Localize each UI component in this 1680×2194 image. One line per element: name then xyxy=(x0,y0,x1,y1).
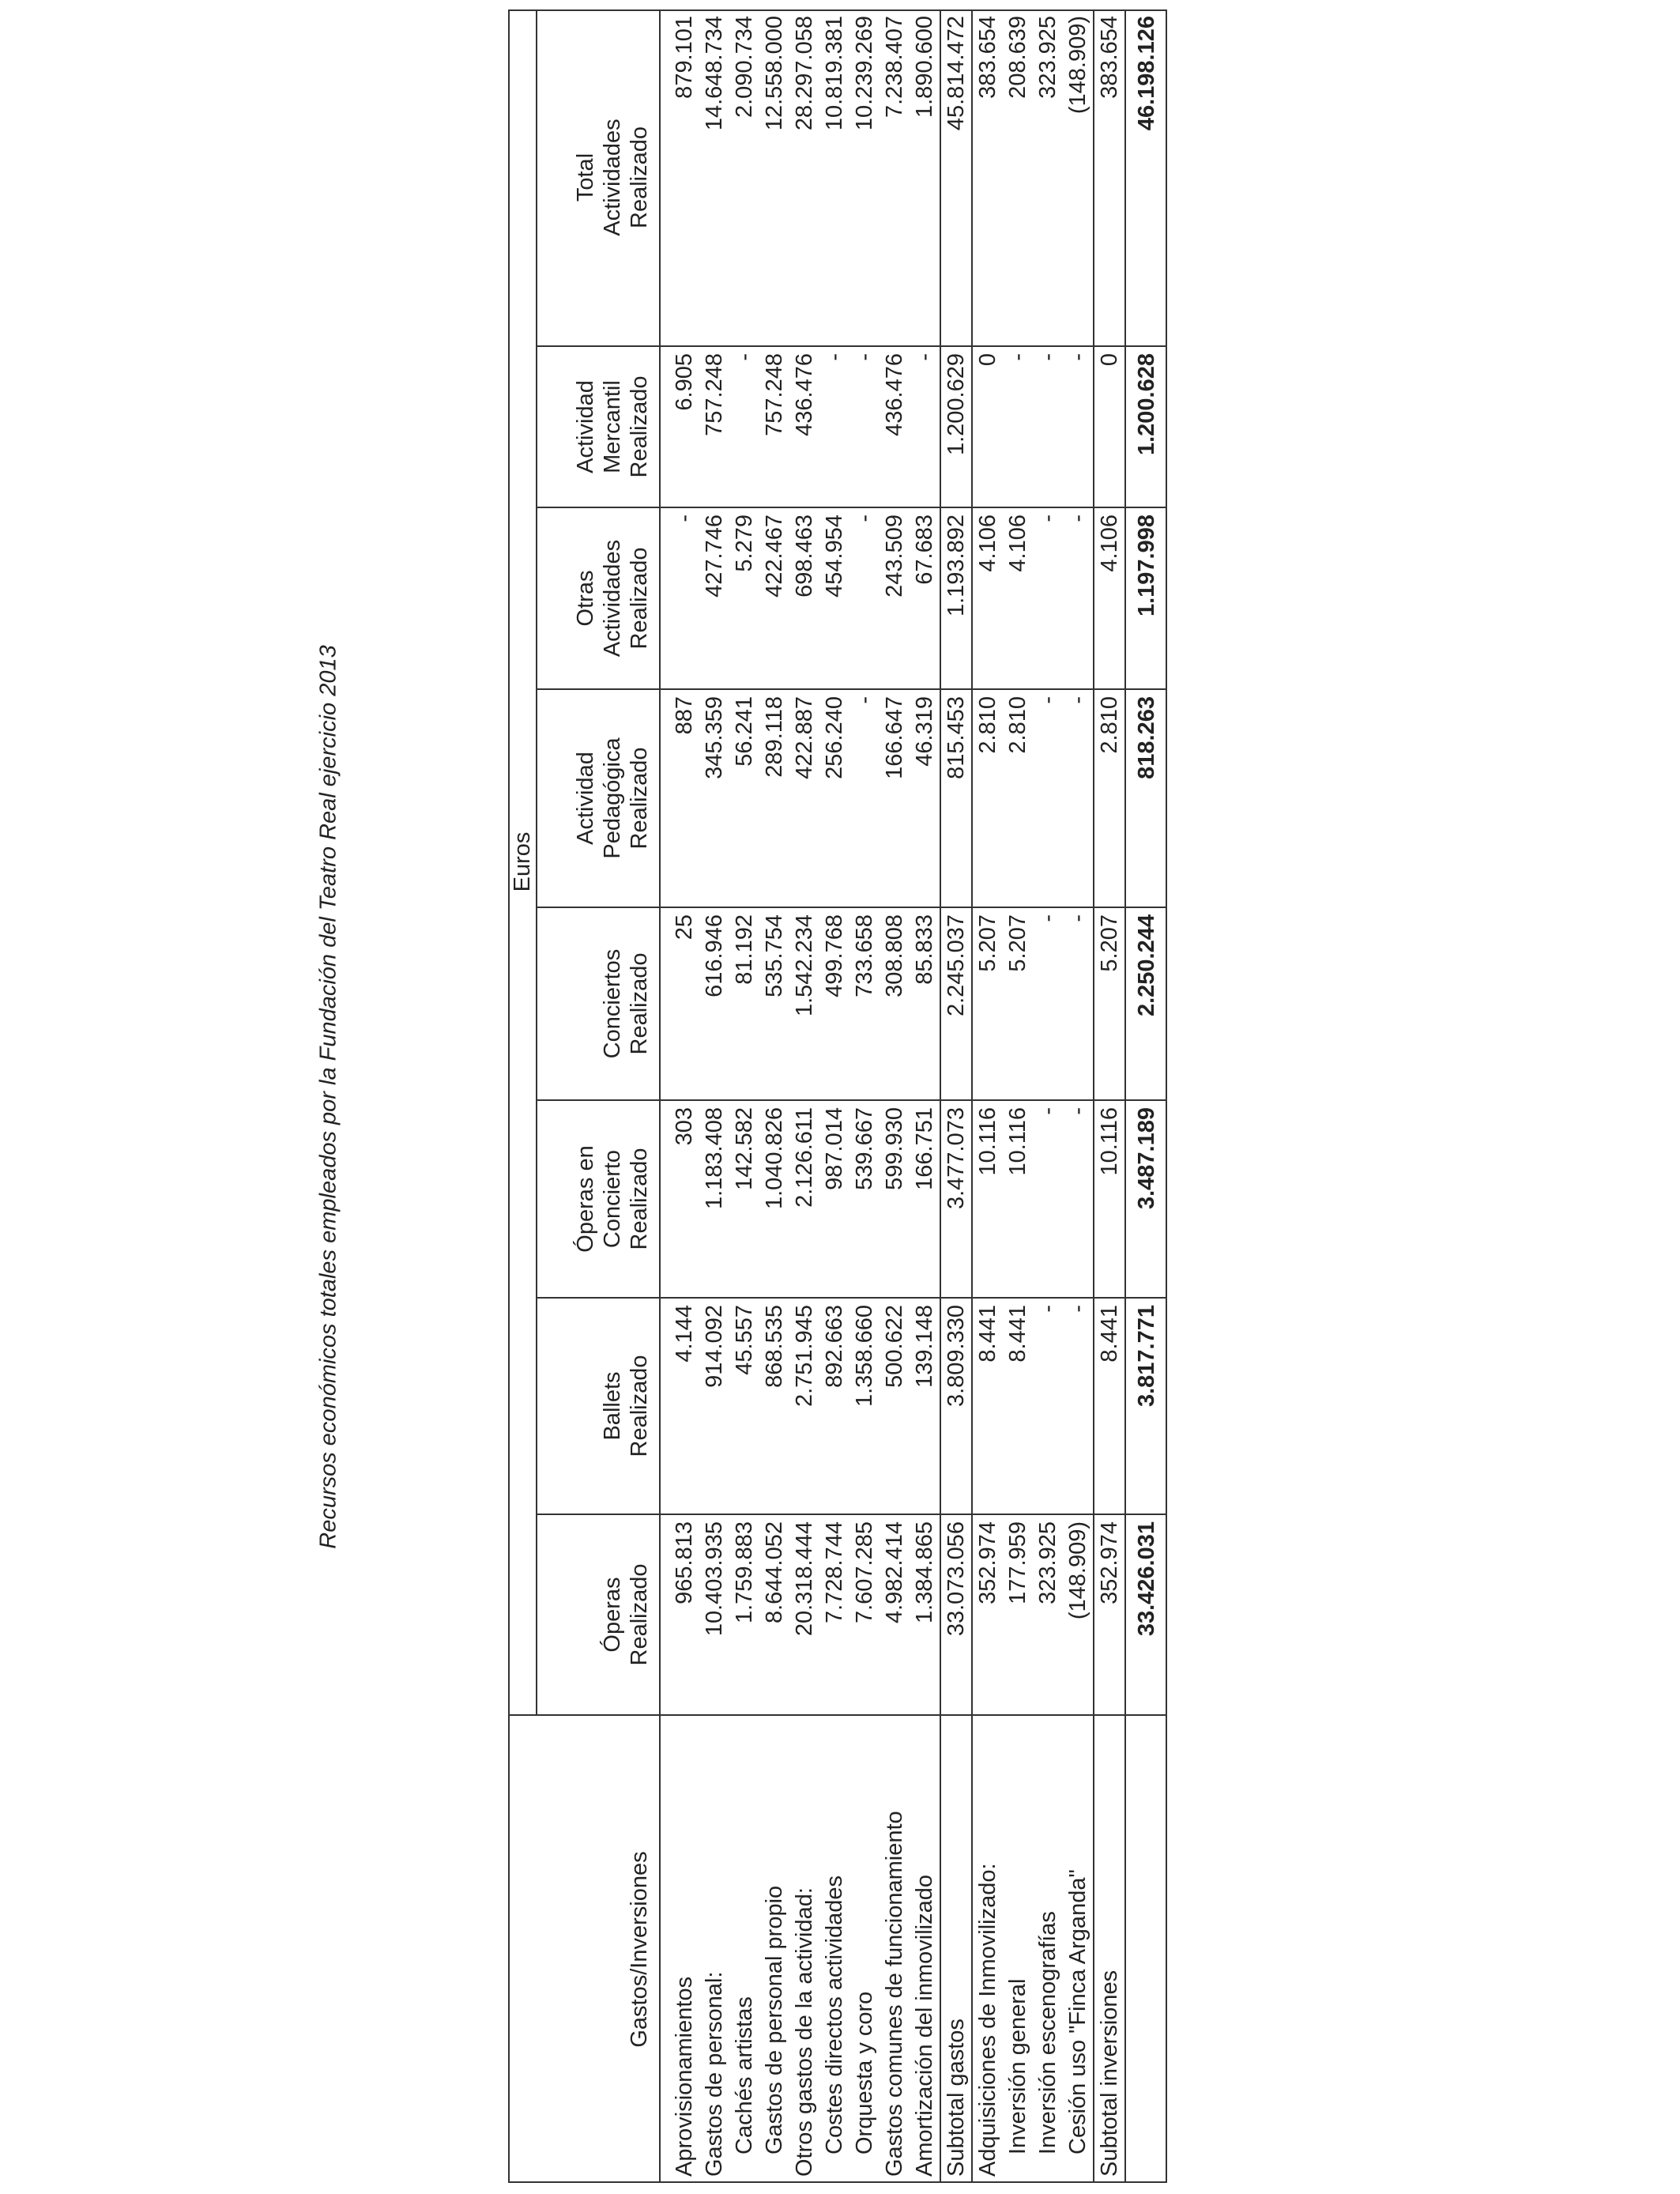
column-header-line: Mercantil xyxy=(600,380,625,473)
table-cell: 85.833 xyxy=(910,907,940,1100)
table-cell: 757.248 xyxy=(699,346,729,507)
table-cell: - xyxy=(1033,907,1063,1100)
table-row xyxy=(1033,9,1063,2183)
table-cell: 308.808 xyxy=(880,907,910,1100)
table-cell: - xyxy=(1033,689,1063,907)
table-cell: 166.751 xyxy=(910,1100,940,1298)
table-cell: - xyxy=(1033,1100,1063,1298)
column-header-line: Realizado xyxy=(627,375,652,478)
table-cell: 4.106 xyxy=(1094,507,1125,689)
table-row xyxy=(940,9,972,2183)
table-cell: 1.200.628 xyxy=(1125,346,1167,507)
table-cell: 0 xyxy=(1094,346,1125,507)
table-cell: 1.759.883 xyxy=(729,1514,759,1715)
table-cell: 10.239.269 xyxy=(849,9,880,346)
table-cell: 7.238.407 xyxy=(880,9,910,346)
table-row xyxy=(849,9,880,2183)
table-cell: 14.648.734 xyxy=(699,9,729,346)
table-cell: 1.890.600 xyxy=(910,9,940,346)
column-header-line: Óperas en xyxy=(573,1145,598,1253)
row-label: Gastos de personal propio xyxy=(761,1885,787,2154)
table-cell: 2.126.611 xyxy=(789,1100,819,1298)
table-cell: 1.384.865 xyxy=(910,1514,940,1715)
table-cell: 383.654 xyxy=(972,9,1003,346)
table-cell: - xyxy=(1063,1100,1094,1298)
table-cell: 0 xyxy=(972,346,1003,507)
table-cell: 4.144 xyxy=(660,1298,699,1514)
column-header-line: Realizado xyxy=(627,547,652,650)
row-label: Cachés artistas xyxy=(732,1996,758,2154)
table-cell: 5.207 xyxy=(1003,907,1033,1100)
table-cell: 8.441 xyxy=(972,1298,1003,1514)
table-cell: - xyxy=(660,507,699,689)
table-cell: - xyxy=(910,346,940,507)
table-cell: - xyxy=(729,346,759,507)
table-row xyxy=(729,9,759,2183)
table-cell: 815.453 xyxy=(940,689,972,907)
table-cell: 56.241 xyxy=(729,689,759,907)
table-cell: 8.441 xyxy=(1003,1298,1033,1514)
table-row xyxy=(972,9,1003,2183)
row-label: Amortización del inmovilizado xyxy=(911,1875,937,2177)
table-cell: 879.101 xyxy=(660,9,699,346)
table-cell: 454.954 xyxy=(819,507,849,689)
table-cell: 10.116 xyxy=(1094,1100,1125,1298)
table-cell: 698.463 xyxy=(789,507,819,689)
column-header-line: Actividades xyxy=(600,539,625,658)
table-cell: 142.582 xyxy=(729,1100,759,1298)
table-cell: 45.557 xyxy=(729,1298,759,1514)
row-label: Cesión uso "Finca Arganda" xyxy=(1064,1869,1090,2154)
table-cell: (148.909) xyxy=(1063,9,1094,346)
table-cell: 1.183.408 xyxy=(699,1100,729,1298)
table-cell: 4.106 xyxy=(972,507,1003,689)
table-cell: 33.426.031 xyxy=(1125,1514,1167,1715)
table-cell: - xyxy=(819,346,849,507)
table-row xyxy=(759,9,789,2183)
table-cell: 2.250.244 xyxy=(1125,907,1167,1100)
table-cell: 599.930 xyxy=(880,1100,910,1298)
table-cell: 323.925 xyxy=(1033,9,1063,346)
table-cell: 8.644.052 xyxy=(759,1514,789,1715)
table-cell: 1.040.826 xyxy=(759,1100,789,1298)
column-header-line: Ballets xyxy=(600,1371,625,1441)
column-header xyxy=(537,9,660,346)
table-cell: 46.198.126 xyxy=(1125,9,1167,346)
table-row xyxy=(1003,9,1033,2183)
table-cell: - xyxy=(849,507,880,689)
table-cell: 383.654 xyxy=(1094,9,1125,346)
table-cell: 616.946 xyxy=(699,907,729,1100)
table-cell: - xyxy=(849,346,880,507)
row-label: Aprovisionamientos xyxy=(671,1976,697,2177)
table-cell: 10.116 xyxy=(972,1100,1003,1298)
table-cell: 289.118 xyxy=(759,689,789,907)
table-cell: 256.240 xyxy=(819,689,849,907)
table-cell: 1.358.660 xyxy=(849,1298,880,1514)
row-header: Gastos/Inversiones xyxy=(508,1715,660,2183)
table-cell: - xyxy=(1033,1298,1063,1514)
row-label: Otros gastos de la actividad: xyxy=(791,1887,817,2177)
table-cell: 3.817.771 xyxy=(1125,1298,1167,1514)
table-cell: 8.441 xyxy=(1094,1298,1125,1514)
table-cell: 1.542.234 xyxy=(789,907,819,1100)
column-header xyxy=(537,346,660,507)
column-header-line: Actividad xyxy=(573,380,598,473)
table-cell: - xyxy=(1063,689,1094,907)
table-cell: 25 xyxy=(660,907,699,1100)
column-header xyxy=(537,907,660,1100)
table-cell: 345.359 xyxy=(699,689,729,907)
table-row xyxy=(1094,9,1125,2183)
column-header-line: Óperas xyxy=(600,1577,625,1653)
column-header xyxy=(537,689,660,907)
column-header-line: Otras xyxy=(573,570,598,627)
table-cell: 914.092 xyxy=(699,1298,729,1514)
table-cell: - xyxy=(1063,1298,1094,1514)
table-cell: 208.639 xyxy=(1003,9,1033,346)
table-cell: 6.905 xyxy=(660,346,699,507)
column-header-line: Conciertos xyxy=(600,948,625,1059)
table-cell: 892.663 xyxy=(819,1298,849,1514)
table-cell: 987.014 xyxy=(819,1100,849,1298)
table-cell: - xyxy=(1063,346,1094,507)
column-header-line: Actividad xyxy=(573,752,598,845)
table-cell: 45.814.472 xyxy=(940,9,972,346)
table-cell: 5.207 xyxy=(972,907,1003,1100)
row-label xyxy=(1125,1715,1167,2183)
table-cell: - xyxy=(849,689,880,907)
table-cell: 7.728.744 xyxy=(819,1514,849,1715)
table-cell: 1.200.629 xyxy=(940,346,972,507)
table-cell: 436.476 xyxy=(789,346,819,507)
table-cell: 46.319 xyxy=(910,689,940,907)
table-cell: - xyxy=(1063,507,1094,689)
column-header-line: Realizado xyxy=(627,747,652,850)
table-cell: 1.197.998 xyxy=(1125,507,1167,689)
table-cell: 352.974 xyxy=(972,1514,1003,1715)
table-cell: 427.746 xyxy=(699,507,729,689)
table-cell: 2.810 xyxy=(972,689,1003,907)
table-cell: 303 xyxy=(660,1100,699,1298)
row-label: Gastos comunes de funcionamiento xyxy=(881,1811,907,2177)
euros-header: Euros xyxy=(508,9,537,1715)
table-cell: 323.925 xyxy=(1033,1514,1063,1715)
row-label: Inversión general xyxy=(1004,1978,1030,2154)
table-cell: 7.607.285 xyxy=(849,1514,880,1715)
resources-table-container xyxy=(508,9,1167,2183)
table-cell: - xyxy=(1063,907,1094,1100)
resources-table xyxy=(508,9,1167,2183)
row-label: Gastos de personal: xyxy=(702,1971,728,2177)
table-cell: 12.558.000 xyxy=(759,9,789,346)
table-cell: 3.487.189 xyxy=(1125,1100,1167,1298)
table-cell: 67.683 xyxy=(910,507,940,689)
column-header xyxy=(537,1514,660,1715)
table-cell: 10.116 xyxy=(1003,1100,1033,1298)
table-cell: 33.073.056 xyxy=(940,1514,972,1715)
column-header-line: Actividades xyxy=(600,119,625,236)
table-cell: 139.148 xyxy=(910,1298,940,1514)
table-cell: 500.622 xyxy=(880,1298,910,1514)
column-header-line: Realizado xyxy=(627,1355,652,1457)
table-cell: - xyxy=(1003,346,1033,507)
table-row xyxy=(880,9,910,2183)
table-cell: 5.207 xyxy=(1094,907,1125,1100)
table-cell: - xyxy=(1033,346,1063,507)
table-cell: 887 xyxy=(660,689,699,907)
table-cell: 965.813 xyxy=(660,1514,699,1715)
table-cell: - xyxy=(1033,507,1063,689)
table-cell: 243.509 xyxy=(880,507,910,689)
column-header xyxy=(537,507,660,689)
row-label: Adquisiciones de Inmovilizado: xyxy=(974,1863,1000,2177)
row-label: Inversión escenografías xyxy=(1034,1911,1060,2154)
table-cell: 422.887 xyxy=(789,689,819,907)
table-cell: 4.982.414 xyxy=(880,1514,910,1715)
table-cell: 818.263 xyxy=(1125,689,1167,907)
table-cell: 5.279 xyxy=(729,507,759,689)
table-row xyxy=(819,9,849,2183)
column-header xyxy=(537,1298,660,1514)
table-cell: 535.754 xyxy=(759,907,789,1100)
table-cell: 2.810 xyxy=(1003,689,1033,907)
table-cell: 2.810 xyxy=(1094,689,1125,907)
table-body xyxy=(660,9,1167,2183)
row-label: Costes directos actividades xyxy=(821,1875,847,2154)
table-row xyxy=(699,9,729,2183)
column-header-line: Realizado xyxy=(627,126,652,228)
row-label: Orquesta y coro xyxy=(851,1991,877,2154)
page-title: Recursos económicos totales empleados por la Fundación del Teatro Real ejercicio 2013 xyxy=(315,645,341,1549)
column-header-line: Realizado xyxy=(627,1148,652,1250)
table-cell: 499.768 xyxy=(819,907,849,1100)
column-header-line: Realizado xyxy=(627,1563,652,1666)
table-cell: 2.090.734 xyxy=(729,9,759,346)
column-header-line: Concierto xyxy=(600,1149,625,1249)
table-row xyxy=(660,9,699,2183)
table-cell: 177.959 xyxy=(1003,1514,1033,1715)
table-cell: 733.658 xyxy=(849,907,880,1100)
table-row xyxy=(910,9,940,2183)
column-header xyxy=(537,1100,660,1298)
table-cell: 3.477.073 xyxy=(940,1100,972,1298)
table-cell: 539.667 xyxy=(849,1100,880,1298)
table-cell: 1.193.892 xyxy=(940,507,972,689)
column-header-line: Realizado xyxy=(627,952,652,1055)
table-cell: 436.476 xyxy=(880,346,910,507)
table-cell: 868.535 xyxy=(759,1298,789,1514)
table-cell: 3.809.330 xyxy=(940,1298,972,1514)
table-row xyxy=(789,9,819,2183)
grand-total-row xyxy=(1125,9,1167,2183)
table-cell: 2.751.945 xyxy=(789,1298,819,1514)
table-cell: 352.974 xyxy=(1094,1514,1125,1715)
table-cell: 422.467 xyxy=(759,507,789,689)
table-cell: 10.819.381 xyxy=(819,9,849,346)
row-label: Subtotal gastos xyxy=(940,1715,972,2183)
table-cell: 28.297.058 xyxy=(789,9,819,346)
table-cell: 20.318.444 xyxy=(789,1514,819,1715)
row-label: Subtotal inversiones xyxy=(1094,1715,1125,2183)
group-header-row xyxy=(508,9,537,2183)
column-header-line: Total xyxy=(573,153,598,202)
table-cell: 2.245.037 xyxy=(940,907,972,1100)
table-cell: (148.909) xyxy=(1063,1514,1094,1715)
table-cell: 166.647 xyxy=(880,689,910,907)
table-cell: 4.106 xyxy=(1003,507,1033,689)
table-cell: 10.403.935 xyxy=(699,1514,729,1715)
column-header-line: Pedagógica xyxy=(600,737,625,859)
table-cell: 81.192 xyxy=(729,907,759,1100)
table-row xyxy=(1063,9,1094,2183)
table-cell: 757.248 xyxy=(759,346,789,507)
